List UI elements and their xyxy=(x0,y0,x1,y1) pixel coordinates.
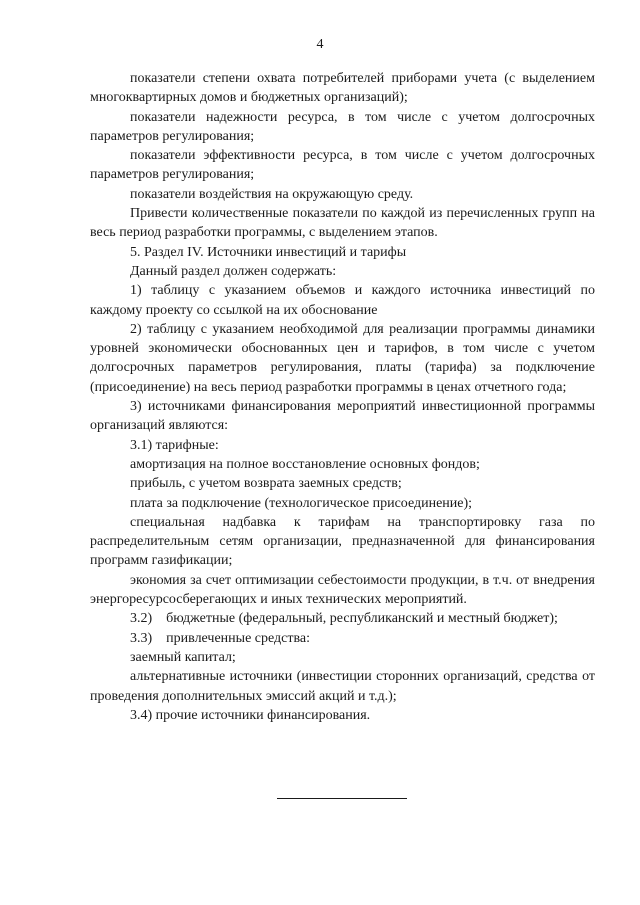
list-item: 2) таблицу с указанием необходимой для реализации программы динамики уровней экономически обоснованных цен и тарифов, в том числе с учетом долгосрочных параметров регулирования, платы (тарифа) за подключение (присоединение) на весь период разработки программы в ценах отчетного года; xyxy=(90,321,595,395)
paragraph: Привести количественные показатели по каждой из перечисленных групп на весь период разработки программы, с выделением этапов. xyxy=(90,206,595,241)
paragraph: показатели надежности ресурса, в том числе с учетом долгосрочных параметров регулирования; xyxy=(90,109,595,144)
paragraph: показатели степени охвата потребителей приборами учета (с выделением многоквартирных домов и бюджетных организаций); xyxy=(90,71,595,106)
page-number: 4 xyxy=(316,37,324,52)
section-heading: 5. Раздел IV. Источники инвестиций и тарифы xyxy=(130,244,407,260)
paragraph: специальная надбавка к тарифам на транспортировку газа по распределительным сетям организации, предназначенной для финансирования программ газификации; xyxy=(90,514,595,569)
paragraph: показатели эффективности ресурса, в том числе с учетом долгосрочных параметров регулирования; xyxy=(90,148,595,183)
list-item: 3.1) тарифные: xyxy=(130,437,219,453)
paragraph: показатели воздействия на окружающую среду. xyxy=(130,186,414,202)
list-item: 3) источниками финансирования мероприятий инвестиционной программы организаций являются: xyxy=(90,399,595,434)
list-item: 3.4) прочие источники финансирования. xyxy=(130,707,371,723)
list-item: 1) таблицу с указанием объемов и каждого источника инвестиций по каждому проекту со ссылкой на их обоснование xyxy=(90,283,595,318)
paragraph: плата за подключение (технологическое присоединение); xyxy=(130,495,473,511)
document-body xyxy=(90,69,595,725)
paragraph: Данный раздел должен содержать: xyxy=(130,263,337,279)
footer-rule xyxy=(277,798,407,799)
paragraph: амортизация на полное восстановление основных фондов; xyxy=(130,456,480,472)
paragraph: альтернативные источники (инвестиции сторонних организаций, средства от проведения дополнительных эмиссий акций и т.д.); xyxy=(90,669,595,704)
paragraph: заемный капитал; xyxy=(130,649,236,665)
list-item: 3.3) привлеченные средства: xyxy=(130,630,311,646)
list-item: 3.2) бюджетные (федеральный, республиканский и местный бюджет); xyxy=(130,611,558,627)
paragraph: прибыль, с учетом возврата заемных средств; xyxy=(130,476,402,492)
paragraph: экономия за счет оптимизации себестоимости продукции, в т.ч. от внедрения энергоресурсосберегающих и иных технических мероприятий. xyxy=(90,572,595,608)
